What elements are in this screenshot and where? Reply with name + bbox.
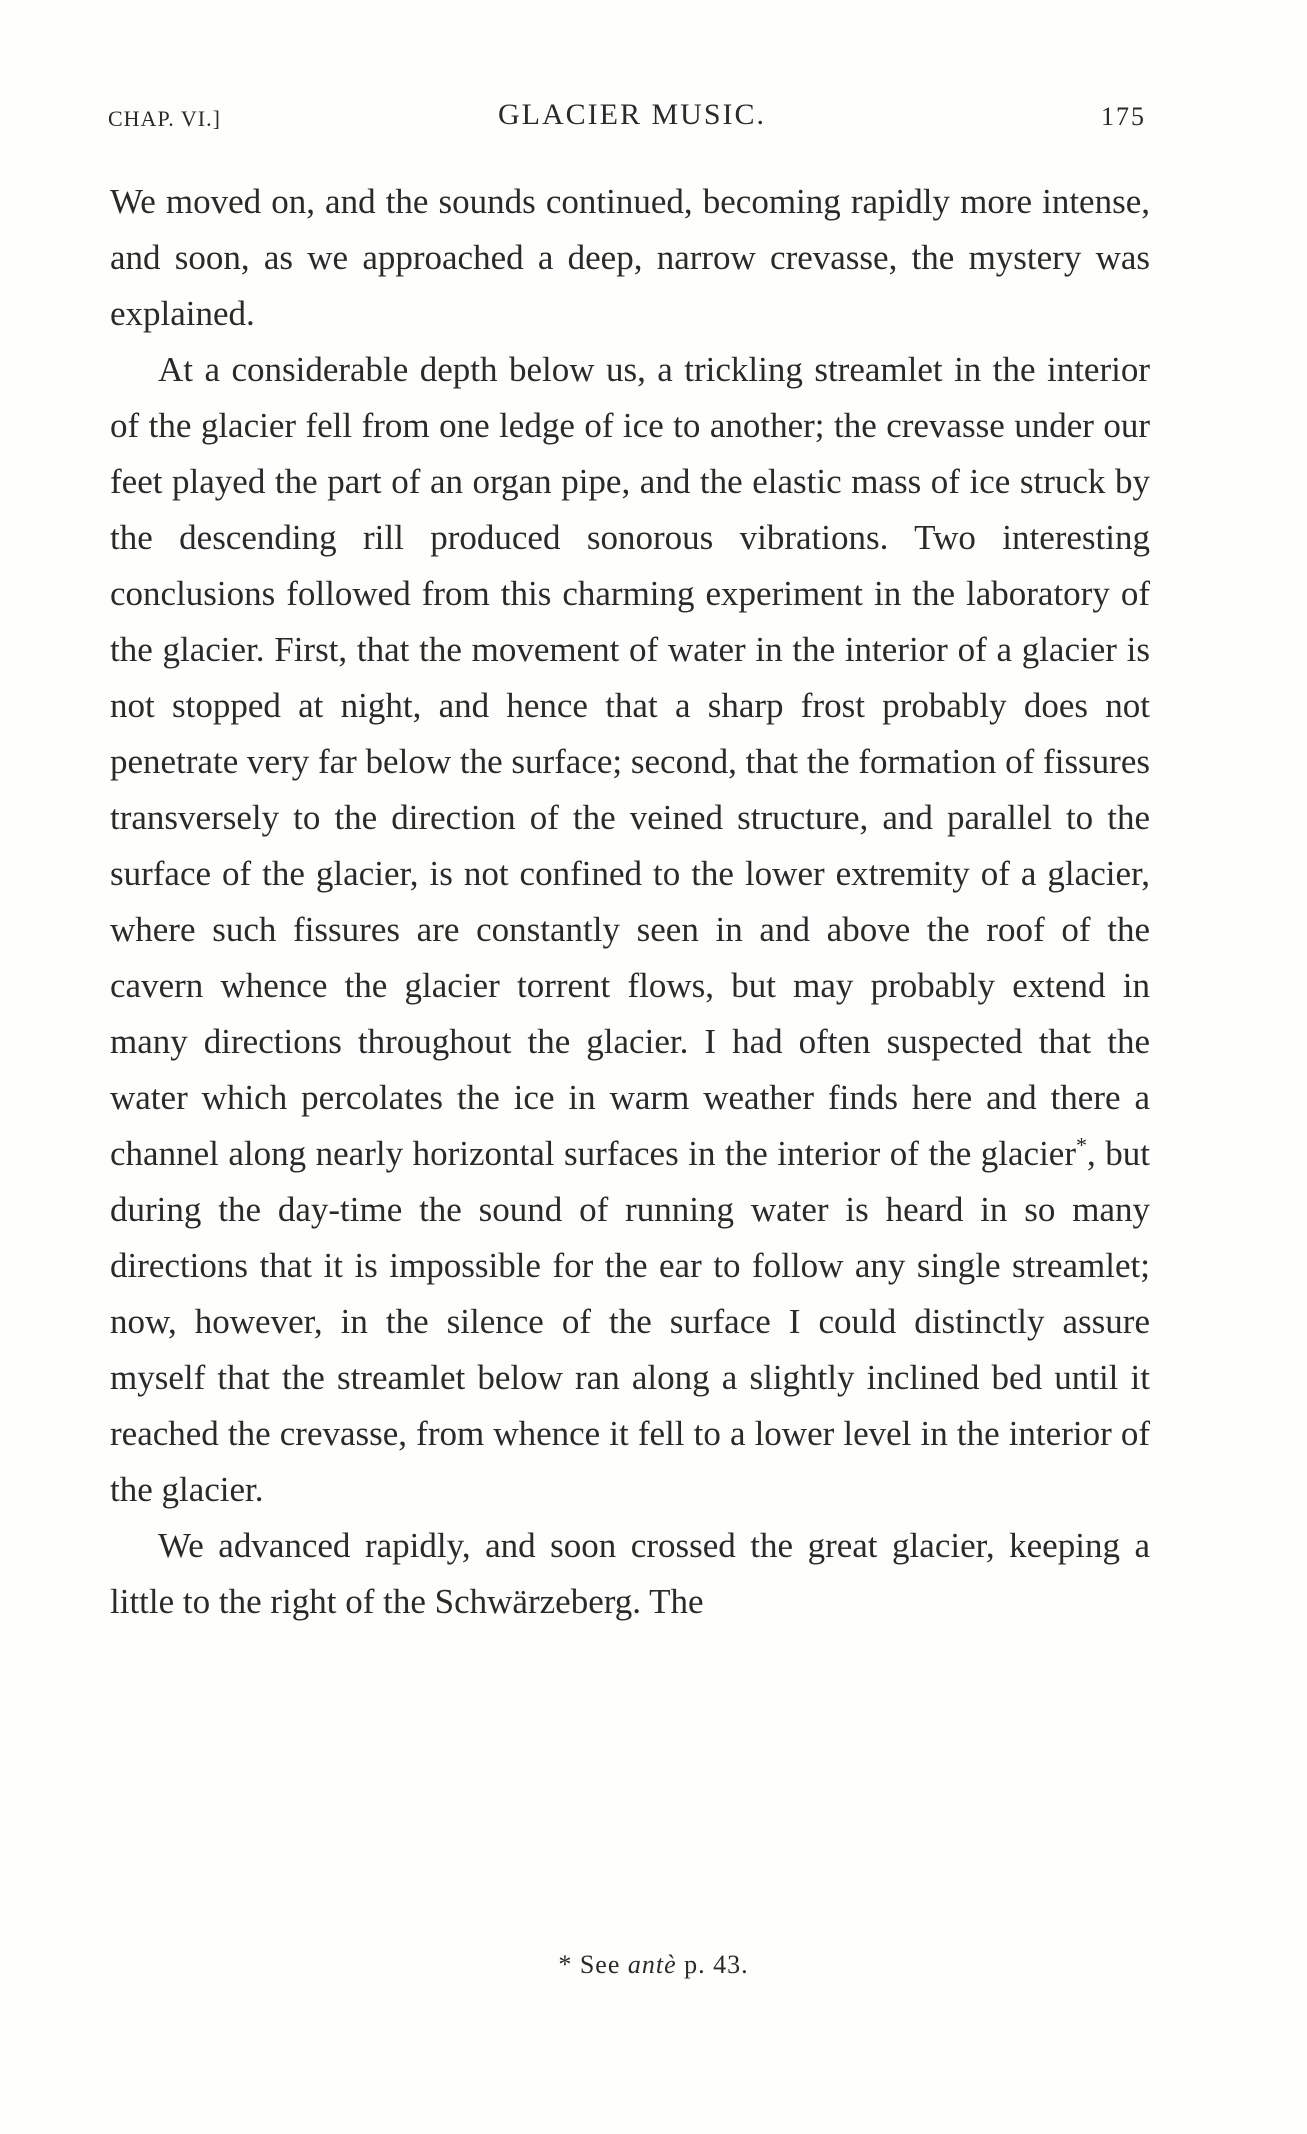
body-text bbox=[110, 174, 1150, 1630]
footnote bbox=[0, 1950, 1307, 1980]
chapter-title: GLACIER MUSIC. bbox=[497, 98, 766, 131]
page-number: 175 bbox=[1101, 102, 1146, 131]
paragraph-3 bbox=[110, 1518, 1150, 1630]
paragraph-text: We advanced rapidly, and soon crossed the great glacier, keeping a little to the right of the Schwärzeberg. The bbox=[110, 1526, 1150, 1621]
paragraph-2 bbox=[110, 342, 1150, 1518]
footnote-reference: * bbox=[1075, 1132, 1087, 1158]
footnote-suffix: p. 43. bbox=[684, 1950, 749, 1979]
paragraph-text-continued: , but during the day-time the sound of running water is heard in so many directions that it is impossible for the ear to follow any single streamlet; now, however, in the silence of the surface I could distinctly assure myself that the streamlet below ran along a slightly inclined bed until it reached the crevasse, from whence it fell to a lower level in the interior of the glacier. bbox=[110, 1134, 1150, 1509]
paragraph-text: We moved on, and the sounds continued, becoming rapidly more intense, and soon, as we approached a deep, narrow crevasse, the mystery was explained. bbox=[110, 182, 1150, 333]
chapter-label: CHAP. VI.] bbox=[108, 106, 221, 131]
paragraph-text: At a considerable depth below us, a trickling streamlet in the interior of the glacier fell from one ledge of ice to another; the crevasse under our feet played the part of an organ pipe, and the elastic mass of ice struck by the descending rill produced sonorous vibrations. Two interesting conclusions followed from this charming experiment in the laboratory of the glacier. First, that the movement of water in the interior of a glacier is not stopped at night, and hence that a sharp frost probably does not penetrate very far below the surface; second, that the formation of fissures transversely to the direction of the veined structure, and parallel to the surface of the glacier, is not confined to the lower extremity of a glacier, where such fissures are constantly seen in and above the roof of the cavern whence the glacier torrent flows, but may probably extend in many directions throughout the glacier. I had often suspected that the water which percolates the ice in warm weather finds here and there a channel along nearly horizontal surfaces in the interior of the glacier bbox=[110, 350, 1150, 1173]
running-head bbox=[108, 98, 1156, 138]
footnote-prefix: See bbox=[579, 1950, 621, 1979]
footnote-italic: antè bbox=[627, 1950, 677, 1979]
paragraph-1 bbox=[110, 174, 1150, 342]
footnote-mark: * bbox=[558, 1950, 573, 1979]
